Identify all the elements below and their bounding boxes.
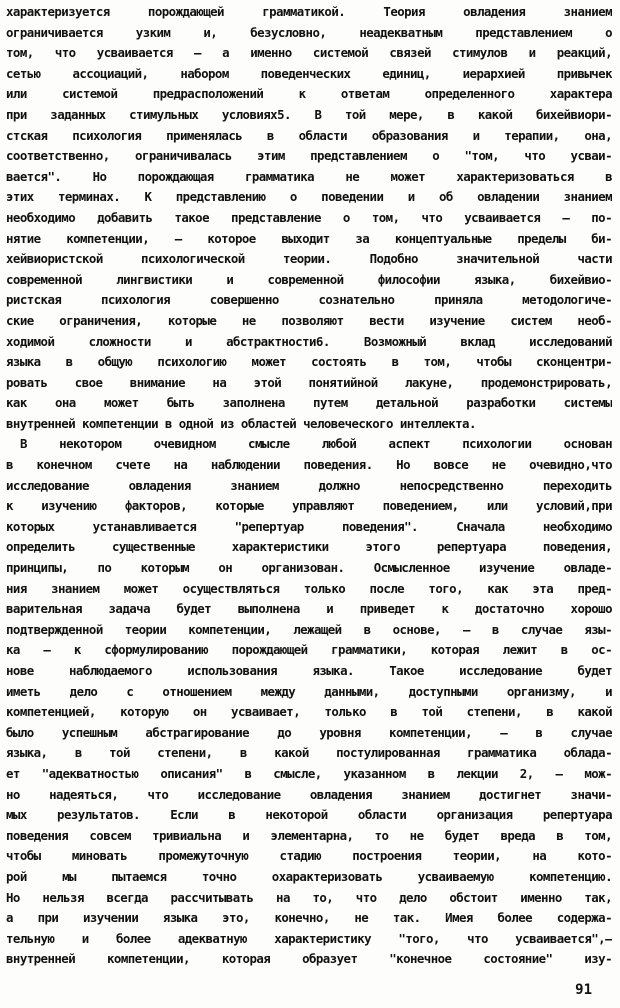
text-line: которых устанавливается "репертуар поведения". Сначала необходимо: [6, 518, 612, 534]
text-line: определить существенные характеристики этого репертуара поведения,: [6, 539, 612, 555]
text-line: или системой предрасположений к ответам определенного характера: [6, 86, 612, 102]
text-line: рой мы пытаемся точно охарактеризовать усваиваемую компетенцию.: [6, 868, 612, 884]
text-line: но надеяться, что исследование овладения знанием достигнет значи-: [6, 786, 612, 802]
text-line: ровать свое внимание на этой понятийной лакуне, продемонстрировать,: [6, 374, 612, 390]
text-line: к изучению факторов, которые управляют поведением, или условий,при: [6, 498, 612, 514]
text-line: чтобы миновать промежуточную стадию построения теории, на кото-: [6, 848, 612, 864]
text-line: вается". Но порождающая грамматика не может характеризоваться в: [6, 168, 612, 184]
text-line: а при изучении языка это, конечно, не так. Имея более содержа-: [6, 910, 612, 926]
text-line: внутренней компетенции, которая образует "конечное состояние" изу-: [6, 951, 612, 967]
text-line: языка, в той степени, в какой постулированная грамматика облада-: [6, 745, 612, 761]
text-line: варительная задача будет выполнена и приведет к достаточно хорошо: [6, 601, 612, 617]
text-line: ограничивается узким и, безусловно, неадекватным представлением о: [6, 24, 612, 40]
text-line: внутренней компетенции в одной из областей человеческого интеллекта.: [6, 415, 476, 431]
text-line: соответственно, ограничивалась этим представлением о "том, что усваи-: [6, 148, 612, 164]
text-line: при заданных стимульных условиях5. В той мере, в какой бихейвиори-: [6, 106, 612, 122]
text-line: хейвиористской психологической теории. Подобно значительной части: [6, 251, 612, 267]
text-line: иметь дело с отношением между данными, доступными организму, и: [6, 683, 612, 699]
text-line: необходимо добавить такое представление о том, что усваивается – по-: [6, 209, 612, 225]
text-line: в конечном счете на наблюдении поведения. Но вовсе не очевидно,что: [6, 457, 612, 473]
text-line: мых результатов. Если в некоторой области организация репертуара: [6, 807, 612, 823]
text-line: ка – к сформулированию порождающей грамматики, которая лежит в ос-: [6, 642, 612, 658]
text-line: ет "адекватностью описания" в смысле, указанном в лекции 2, – мож-: [6, 765, 612, 781]
text-line: поведения совсем тривиальна и элементарна, то не будет вреда в том,: [6, 827, 612, 843]
text-line: подтвержденной теории компетенции, лежащей в основе, – в случае язы-: [6, 621, 612, 637]
text-line: нове наблюдаемого использования языка. Такое исследование будет: [6, 663, 612, 678]
text-line: стская психология применялась в области образования и терапии, она,: [6, 127, 612, 143]
text-line: современной лингвистики и современной философии языка, бихейвио-: [6, 271, 612, 287]
text-line: тельную и более адекватную характеристику "того, что усваивается",–: [6, 930, 612, 946]
text-line: принципы, по которым он организован. Осмысленное изучение овладе-: [6, 560, 612, 576]
paragraph-start-line: В некотором очевидном смысле любой аспект психологии основан: [20, 436, 612, 452]
text-line: том, что усваивается – а именно системой связей стимулов и реакций,: [6, 45, 612, 61]
text-line: было успешным абстрагирование до уровня компетенции, – в случае: [6, 724, 612, 740]
text-line: исследование овладения знанием должно непосредственно переходить: [6, 477, 612, 493]
text-line: ходимой сложности и абстрактности6. Возможный вклад исследований: [6, 333, 612, 349]
text-line: ские ограничения, которые не позволяют вести изучение систем необ-: [6, 312, 612, 328]
text-line: сетью ассоциаций, набором поведенческих единиц, иерархией привычек: [6, 65, 612, 81]
text-line: этих терминах. К представлению о поведении и об овладении знанием: [6, 189, 612, 205]
page-number: 91: [575, 982, 592, 998]
text-line: нятие компетенции, – которое выходит за концептуальные пределы би-: [6, 230, 612, 246]
text-line: ния знанием может осуществляться только после того, как эта пред-: [6, 580, 612, 596]
text-line: компетенцией, которую он усваивает, только в той степени, в какой: [6, 704, 612, 720]
text-line: языка в общую психологию может состоять в том, чтобы сконцентри-: [6, 354, 612, 370]
text-line: Но нельзя всегда рассчитывать на то, что дело обстоит именно так,: [6, 889, 612, 905]
text-line: как она может быть заполнена путем детальной разработки системы: [6, 395, 612, 411]
text-line: ристская психология совершенно сознательно приняла методологиче-: [6, 292, 612, 308]
body-text: [6, 2, 612, 970]
text-line: характеризуется порождающей грамматикой. Теория овладения знанием: [6, 4, 612, 19]
